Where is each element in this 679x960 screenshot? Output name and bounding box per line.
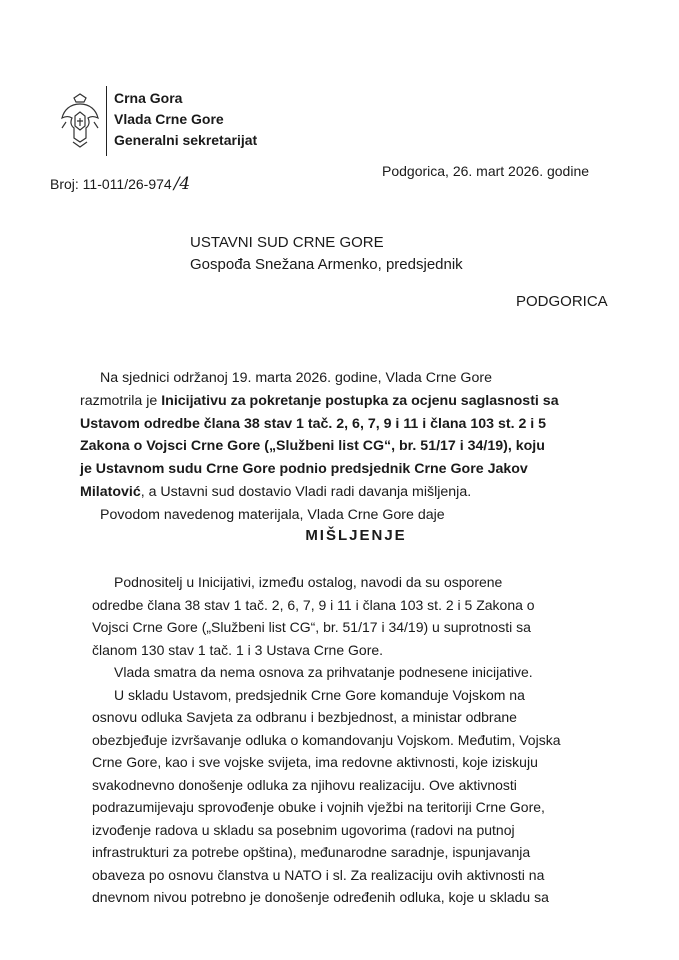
- intro-text: , a Ustavni sud dostavio Vladi radi davanja mišljenja.: [140, 483, 472, 500]
- body-line: obaveza po osnovu članstva u NATO i sl. Za realizaciju ovih aktivnosti na: [92, 866, 545, 883]
- intro-line: [80, 390, 612, 413]
- opinion-body: [92, 571, 614, 909]
- reference-label: Broj: 11-011/26-974: [50, 176, 172, 192]
- body-line: članom 130 stav 1 tač. 1 i 3 Ustava Crne Gore.: [92, 641, 384, 658]
- country-name: Crna Gora: [114, 90, 183, 106]
- body-line: obezbjeđuje izvršavanje odluka o komandovanju Vojskom. Međutim, Vojska: [92, 731, 561, 748]
- body-line: Vojsci Crne Gore („Službeni list CG“, br. 51/17 i 34/19) u suprotnosti sa: [92, 619, 531, 635]
- body-line: odredbe člana 38 stav 1 tač. 2, 6, 7, 9 i 11 i člana 103 st. 2 i 5 Zakona o: [92, 596, 535, 613]
- body-line: dnevnom nivou potrebno je donošenje određenih odluka, koje u skladu sa: [92, 889, 549, 905]
- recipient-institution: USTAVNI SUD CRNE GORE: [190, 234, 384, 251]
- handwritten-suffix: /4: [173, 174, 191, 194]
- intro-bold-line: Zakona o Vojsci Crne Gore („Službeni list CG“, br. 51/17 i 34/19), koju: [80, 438, 545, 455]
- recipient-person: Gospođa Snežana Armenko, predsjednik: [190, 256, 463, 273]
- body-line: infrastrukturi za potrebe opština), međunarodne saradnje, ispunjavanja: [92, 844, 531, 860]
- intro-line: [80, 481, 612, 504]
- section-heading: MIŠLJENJE: [305, 527, 407, 544]
- secretariat-name: Generalni sekretarijat: [114, 132, 258, 148]
- body-line: svakodnevno donošenje odluka za njihovu realizaciju. Ove aktivnosti: [92, 776, 517, 793]
- reference-number: [50, 174, 190, 194]
- recipient-city: PODGORICA: [516, 293, 608, 310]
- intro-line: Na sjednici održanoj 19. marta 2026. godine, Vlada Crne Gore: [100, 370, 492, 386]
- coat-of-arms-icon: [60, 92, 100, 150]
- body-line: podrazumijevaju sprovođenje obuke i vojnih vježbi na teritoriji Crne Gore,: [92, 799, 545, 815]
- header-divider: [106, 86, 107, 156]
- government-name: Vlada Crne Gore: [114, 111, 224, 127]
- body-line: Podnositelj u Inicijativi, između ostalog, navodi da su osporene: [114, 574, 503, 590]
- intro-bold-line: je Ustavnom sudu Crne Gore podnio predsjednik Crne Gore Jakov: [80, 461, 528, 478]
- document-date: Podgorica, 26. mart 2026. godine: [382, 163, 590, 179]
- intro-bold-text: Milatović: [80, 483, 141, 500]
- body-line: Crne Gore, kao i sve vojske svijeta, ima redovne aktivnosti, koje iziskuju: [92, 754, 538, 770]
- intro-line: Povodom navedenog materijala, Vlada Crne Gore daje: [100, 506, 445, 523]
- intro-text: razmotrila je: [80, 392, 162, 409]
- body-line: U skladu Ustavom, predsjednik Crne Gore komanduje Vojskom na: [114, 686, 525, 703]
- body-line: Vlada smatra da nema osnova za prihvatanje podnesene inicijative.: [114, 664, 533, 680]
- recipient-block: [190, 232, 463, 276]
- intro-bold-text: Inicijativu za pokretanje postupka za ocjenu saglasnosti sa: [161, 392, 559, 409]
- body-line: osnovu odluka Savjeta za odbranu i bezbjednost, a ministar odbrane: [92, 709, 517, 725]
- issuer-block: [114, 88, 257, 151]
- intro-paragraph: [80, 367, 612, 527]
- body-line: izvođenje radova u skladu sa posebnim ugovorima (radovi na putnoj: [92, 821, 515, 838]
- intro-bold-line: Ustavom odredbe člana 38 stav 1 tač. 2, 6, 7, 9 i 11 i člana 103 st. 2 i 5: [80, 415, 547, 432]
